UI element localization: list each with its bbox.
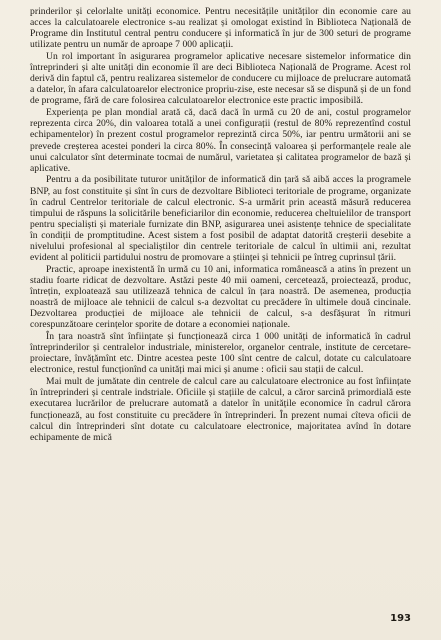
body-text xyxy=(30,6,411,443)
paragraph: Mai mult de jumătate din centrele de calcul care au calculatoare electronice au fost înființate în întreprinderi și centrale indstriale. Oficiile și stațiile de calcul, a căror sarcină primordială este executarea lucrărilor de prelucrare automată a datelor în unitățile economice în cadrul cărora funcționează, au fost constituite cu precădere în întreprinderi. În prezent numai cîteva oficii de calcul din întreprinderi sînt dotate cu calculatoare electronice, majoritatea avînd în dotare echipamente de mică xyxy=(30,376,411,443)
paragraph: Practic, aproape inexistentă în urmă cu 10 ani, informatica românească a atins în prezent un stadiu foarte ridicat de dezvoltare. Astăzi peste 40 mii oameni, cercetează, proiectează, produc, întrețin, exploatează sau utilizează tehnica de calcul în țara noastră. De asemenea, producția noastră de mijloace ale tehnicii de calcul s-a dezvoltat cu precădere în ultimele două cincinale. Dezvoltarea producției de mijloace ale tehnicii de calcul, s-a desfășurat în ritmuri corespunzătoare cerințelor sporite de dotare a economiei naționale. xyxy=(30,263,411,331)
paragraph: prinderilor și celorlalte unități economice. Pentru necesitățile unităților din economie care au acces la calculatoarele electronice s-au realizat și omologat existind în Biblioteca Națională de Programe din Institutul central pentru conducere și informatică în jur de 300 seturi de programe utilizate pentru un număr de aproape 7 000 aplicații. xyxy=(30,6,411,51)
page-number: 193 xyxy=(390,613,411,624)
paragraph: În țara noastră sînt înființate și funcționează circa 1 000 unități de informatică în cadrul întreprinderilor și centralelor industriale, ministerelor, organelor centrale, institute de cercetare-proiectare, învățămînt etc. Dintre acestea peste 100 sînt centre de calcul, dotate cu calculatoare electronice, restul funcționînd ca unități mai mici și anume : oficii sau stații de calcul. xyxy=(30,331,411,376)
paragraph: Pentru a da posibilitate tuturor unităților de informatică din țară să aibă acces la programele BNP, au fost constituite și sînt în curs de dezvoltare Biblioteci teritoriale de programe, organizate în cadrul Centrelor teritoriale de calcul electronic. S-a urmărit prin această măsură reducerea timpului de răspuns la solicitările beneficiarilor din economie, reducerea cheltuielilor de transport pentru specialiști și materiale furnizate din BNP, asigurarea unei asistențe tehnice de specialitate în condiții de promptitudine. Acest sistem a fost posibil de adaptat datorită creșterii desebite a nivelului profesional al specialiștilor din centrele teritoriale de calcul în ultimii ani, rezultat evident al politicii partidului nostru de promovare a științei și tehnicii pe întreg cuprinsul țării. xyxy=(30,174,411,264)
paragraph: Un rol important în asigurarea programelor aplicative necesare sistemelor informatice din întreprinderi și alte unități din economie îl are deci Biblioteca Națională de Programe. Acest rol derivă din faptul că, pentru realizarea sistemelor de conducere cu mijloace de prelucrare automată a datelor, în afara calculatoarelor electronice propriu-zise, este necesar să se dispună și de un fond de programe, fără de care folosirea calculatoarelor electronice este practic imposibilă. xyxy=(30,51,411,107)
paragraph: Experiența pe plan mondial arată că, dacă dacă în urmă cu 20 de ani, costul programelor reprezenta circa 20%, din valoarea totală a unei configurații (restul de 80% reprezentînd costul echipamentelor) în prezent costul programelor reprezintă circa 50%, iar pentru următorii ani se prevede creșterea acestei ponderi la circa 80%. În consecință valoarea și performanțele reale ale unui calculator sînt determinate tocmai de numărul, varietatea și calitatea programelor de bază și aplicative. xyxy=(30,107,411,174)
